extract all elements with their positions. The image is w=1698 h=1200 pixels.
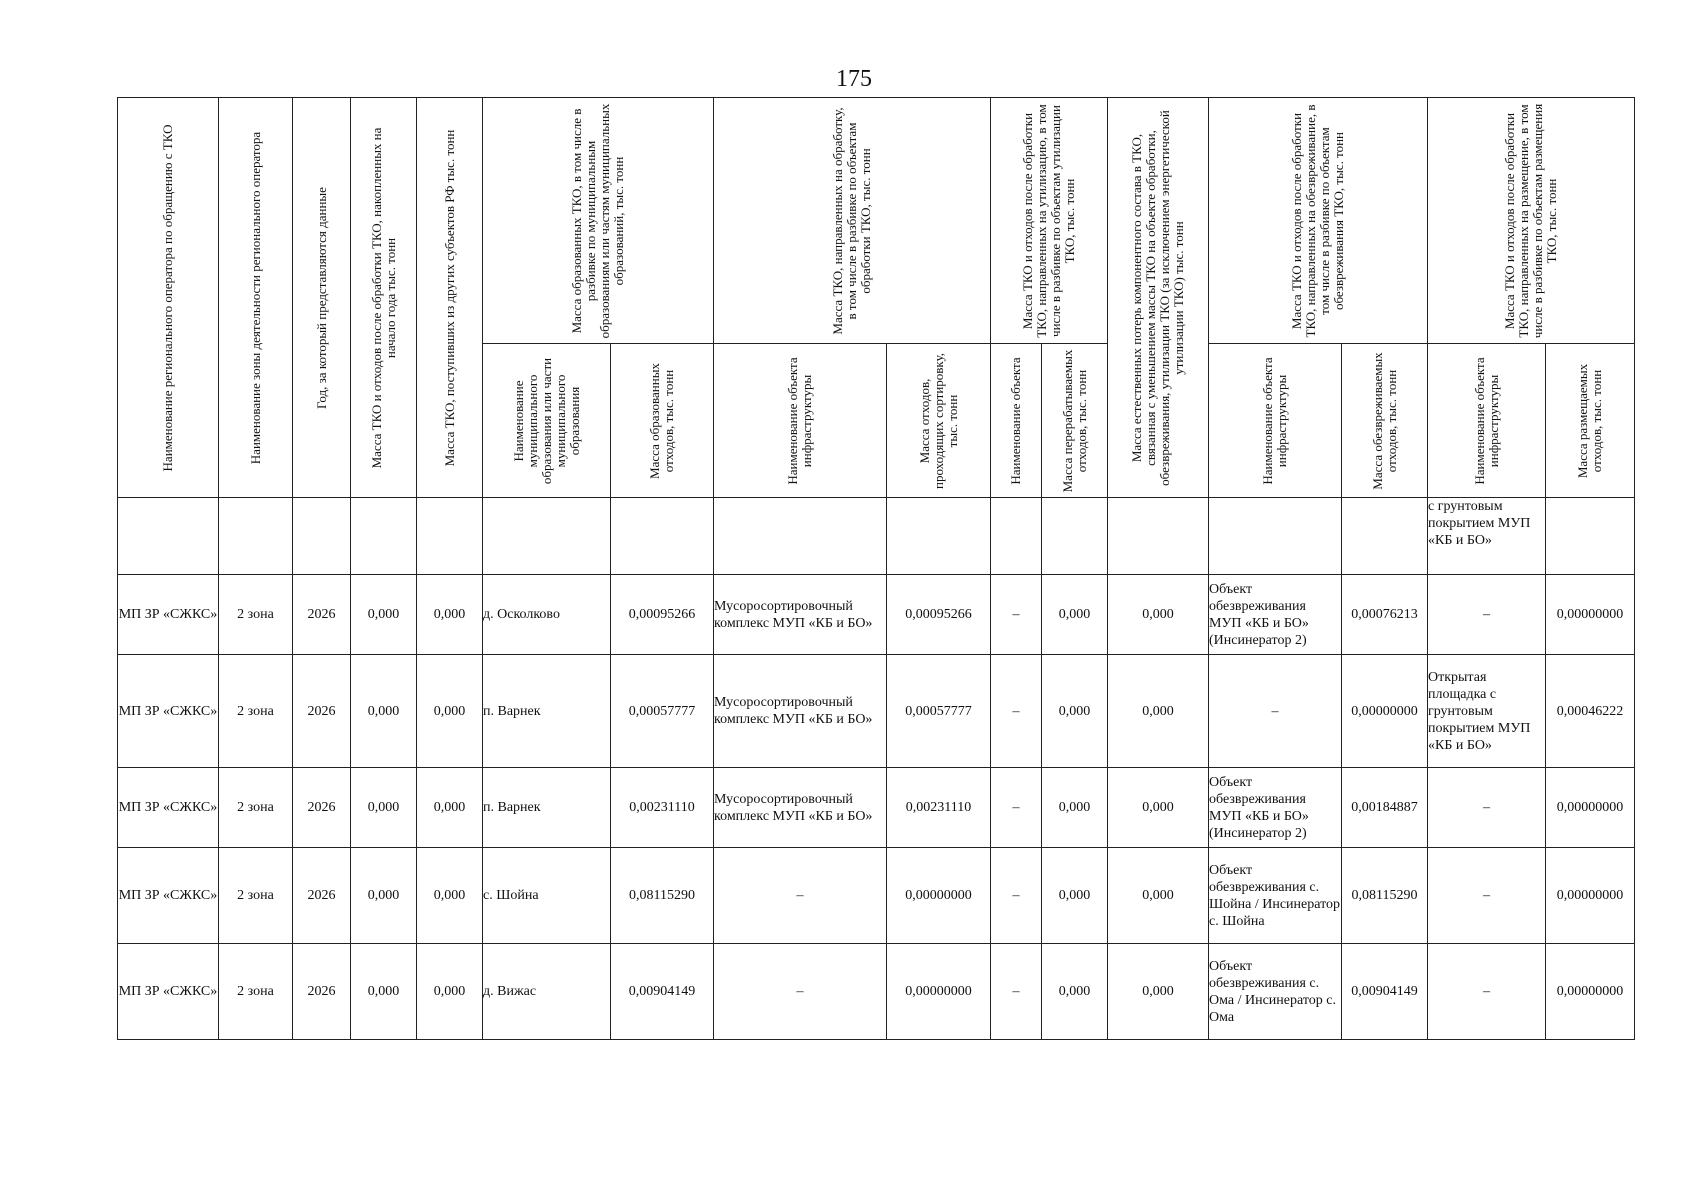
cell-recycled-mass: 0,000 [1042, 575, 1108, 655]
cell-mass-other-regions: 0,000 [417, 655, 483, 768]
cell-neutralization-infra: Объект обезвреживания с. Ома / Инсинератор с. Ома [1209, 944, 1342, 1040]
cell-neutralized-mass: 0,08115290 [1342, 848, 1428, 944]
cell-placement-infra: – [1428, 768, 1546, 848]
cell-natural-losses: 0,000 [1108, 575, 1209, 655]
cell-mass-other-regions: 0,000 [417, 575, 483, 655]
cell-placement-infra: – [1428, 848, 1546, 944]
cell-placement-infra: с грунтовым покрытием МУП «КБ и БО» [1428, 498, 1546, 575]
cell-mass-after-accum: 0,000 [351, 655, 417, 768]
header-year: Год, за который представляются данные [293, 98, 351, 498]
header-generated-mass: Масса образованных отходов, тыс. тонн [611, 344, 714, 498]
cell-zone: 2 зона [219, 848, 293, 944]
cell-sorting-mass: 0,00231110 [887, 768, 991, 848]
cell-zone: 2 зона [219, 768, 293, 848]
table-row [118, 848, 1635, 944]
cell-placement-infra: – [1428, 575, 1546, 655]
cell-neutralization-infra: Объект обезвреживания с. Шойна / Инсинератор с. Шойна [1209, 848, 1342, 944]
header-neutralization-infra-name: Наименование объекта инфраструктуры [1209, 344, 1342, 498]
cell-year: 2026 [293, 575, 351, 655]
header-placed-mass: Масса размещаемых отходов, тыс. тонн [1546, 344, 1635, 498]
cell-placed-mass: 0,00000000 [1546, 944, 1635, 1040]
cell-processing-infra: Мусоросортировочный комплекс МУП «КБ и БО» [714, 575, 887, 655]
cell-utilization-object: – [991, 944, 1042, 1040]
header-mass-utilization-group: Масса ТКО и отходов после обработки ТКО, направленных на утилизацию, в том числе в разбивке по объектам утилизации ТКО, тыс. тонн [991, 98, 1108, 344]
cell-mass-other-regions: 0,000 [417, 768, 483, 848]
cell-placement-infra: – [1428, 944, 1546, 1040]
header-processing-infra-name: Наименование объекта инфраструктуры [714, 344, 887, 498]
table-header [118, 98, 1635, 498]
cell-neutralization-infra: – [1209, 655, 1342, 768]
cell-natural-losses: 0,000 [1108, 655, 1209, 768]
cell-generated-mass: 0,00231110 [611, 768, 714, 848]
header-utilization-object-name: Наименование объекта [991, 344, 1042, 498]
cell-year: 2026 [293, 655, 351, 768]
cell-municipality: п. Варнек [483, 768, 611, 848]
cell-natural-losses: 0,000 [1108, 768, 1209, 848]
table-row [118, 575, 1635, 655]
cell-sorting-mass: 0,00057777 [887, 655, 991, 768]
cell-municipality: д. Вижас [483, 944, 611, 1040]
cell-operator: МП ЗР «СЖКС» [118, 768, 219, 848]
header-placement-infra-name: Наименование объекта инфраструктуры [1428, 344, 1546, 498]
table-row [118, 655, 1635, 768]
cell-mass-after-accum: 0,000 [351, 768, 417, 848]
header-sorting-mass: Масса отходов, проходящих сортировку, тыс. тонн [887, 344, 991, 498]
header-natural-losses: Масса естественных потерь компонентного состава в ТКО, связанная с уменьшением массы ТКО на объекте обработки, обезвреживания, утилизации ТКО (за исключением энергетической утилизации ТКО) тыс. тонн [1108, 98, 1209, 498]
cell-neutralized-mass: 0,00904149 [1342, 944, 1428, 1040]
cell-mass-other-regions: 0,000 [417, 944, 483, 1040]
cell-placement-infra: Открытая площадка с грунтовым покрытием МУП «КБ и БО» [1428, 655, 1546, 768]
cell-neutralization-infra: Объект обезвреживания МУП «КБ и БО» (Инсинератор 2) [1209, 575, 1342, 655]
cell-recycled-mass: 0,000 [1042, 848, 1108, 944]
cell-placed-mass: 0,00000000 [1546, 575, 1635, 655]
cell-mass-other-regions: 0,000 [417, 848, 483, 944]
cell-operator: МП ЗР «СЖКС» [118, 575, 219, 655]
cell-sorting-mass: 0,00095266 [887, 575, 991, 655]
cell-recycled-mass: 0,000 [1042, 768, 1108, 848]
waste-report-table [117, 97, 1635, 1040]
header-mass-other-regions: Масса ТКО, поступивших из других субъектов РФ тыс. тонн [417, 98, 483, 498]
cell-generated-mass: 0,08115290 [611, 848, 714, 944]
cell-neutralized-mass: 0,00076213 [1342, 575, 1428, 655]
cell-operator: МП ЗР «СЖКС» [118, 655, 219, 768]
cell-utilization-object: – [991, 848, 1042, 944]
header-mass-placement-group: Масса ТКО и отходов после обработки ТКО, направленных на размещение, в том числе в разбивке по объектам размещения ТКО, тыс. тонн [1428, 98, 1635, 344]
cell-placed-mass: 0,00000000 [1546, 848, 1635, 944]
cell-mass-after-accum: 0,000 [351, 575, 417, 655]
cell-neutralization-infra: Объект обезвреживания МУП «КБ и БО» (Инсинератор 2) [1209, 768, 1342, 848]
cell-year: 2026 [293, 944, 351, 1040]
header-recycled-mass: Масса перерабатываемых отходов, тыс. тонн [1042, 344, 1108, 498]
continuation-row [118, 498, 1635, 575]
cell-processing-infra: – [714, 848, 887, 944]
cell-zone: 2 зона [219, 575, 293, 655]
cell-placed-mass: 0,00000000 [1546, 768, 1635, 848]
table-row [118, 768, 1635, 848]
cell-neutralized-mass: 0,00000000 [1342, 655, 1428, 768]
cell-recycled-mass: 0,000 [1042, 655, 1108, 768]
header-mass-neutralization-group: Масса ТКО и отходов после обработки ТКО, направленных на обезвреживание, в том числе в разбивке по объектам обезвреживания ТКО, тыс. тонн [1209, 98, 1428, 344]
page-number: 175 [836, 66, 872, 92]
cell-neutralized-mass: 0,00184887 [1342, 768, 1428, 848]
cell-recycled-mass: 0,000 [1042, 944, 1108, 1040]
cell-processing-infra: Мусоросортировочный комплекс МУП «КБ и БО» [714, 655, 887, 768]
header-municipality-name: Наименование муниципального образования или части муниципального образования [483, 344, 611, 498]
header-mass-processing-group: Масса ТКО, направленных на обработку, в том числе в разбивке по объектам обработки ТКО, тыс. тонн [714, 98, 991, 344]
cell-sorting-mass: 0,00000000 [887, 848, 991, 944]
cell-utilization-object: – [991, 575, 1042, 655]
cell-processing-infra: Мусоросортировочный комплекс МУП «КБ и БО» [714, 768, 887, 848]
cell-zone: 2 зона [219, 655, 293, 768]
cell-year: 2026 [293, 848, 351, 944]
cell-placed-mass: 0,00046222 [1546, 655, 1635, 768]
cell-generated-mass: 0,00904149 [611, 944, 714, 1040]
header-operator: Наименование регионального оператора по обращению с ТКО [118, 98, 219, 498]
cell-municipality: с. Шойна [483, 848, 611, 944]
cell-utilization-object: – [991, 655, 1042, 768]
cell-operator: МП ЗР «СЖКС» [118, 944, 219, 1040]
cell-operator: МП ЗР «СЖКС» [118, 848, 219, 944]
header-zone: Наименование зоны деятельности регионального оператора [219, 98, 293, 498]
table-body [118, 498, 1635, 1040]
cell-municipality: д. Осколково [483, 575, 611, 655]
header-neutralized-mass: Масса обезвреживаемых отходов, тыс. тонн [1342, 344, 1428, 498]
cell-natural-losses: 0,000 [1108, 944, 1209, 1040]
cell-utilization-object: – [991, 768, 1042, 848]
cell-mass-after-accum: 0,000 [351, 944, 417, 1040]
cell-mass-after-accum: 0,000 [351, 848, 417, 944]
cell-generated-mass: 0,00095266 [611, 575, 714, 655]
cell-sorting-mass: 0,00000000 [887, 944, 991, 1040]
cell-generated-mass: 0,00057777 [611, 655, 714, 768]
header-mass-after-accum: Масса ТКО и отходов после обработки ТКО, накопленных на начало года тыс. тонн [351, 98, 417, 498]
cell-zone: 2 зона [219, 944, 293, 1040]
cell-year: 2026 [293, 768, 351, 848]
header-mass-generated-group: Масса образованных ТКО, в том числе в разбивке по муниципальным образованиям или частям муниципальных образований, тыс. тонн [483, 98, 714, 344]
table-row [118, 944, 1635, 1040]
cell-municipality: п. Варнек [483, 655, 611, 768]
cell-natural-losses: 0,000 [1108, 848, 1209, 944]
cell-processing-infra: – [714, 944, 887, 1040]
